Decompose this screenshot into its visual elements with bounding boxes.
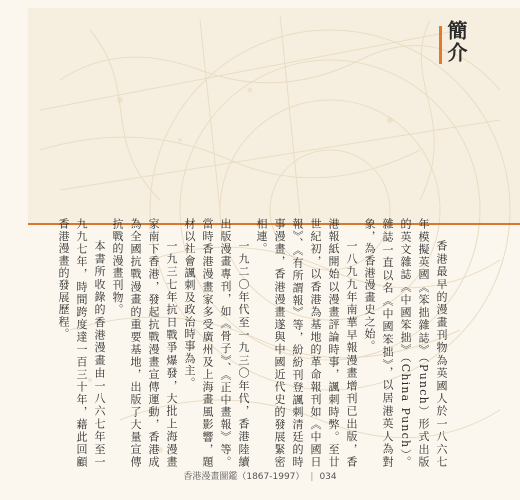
page-number: 034 [319,472,337,482]
footer-separator: | [310,472,314,482]
paragraph: 一八九九年南華早報漫畫增刊已出版，香港報紙開始以漫畫評論時事，諷刺時弊。至廿世紀初，以香港為基地的革命報刊如《中國日報》、《有所謂報》等，紛紛刊登諷刺清廷的時事漫畫，香港漫畫遂與中國近代史的發展緊密相連。 [255,218,358,468]
section-heading: 簡介 [444,20,468,64]
page-footer [0,469,520,482]
book-title: 香港漫畫圖鑑（1867-1997） [183,472,305,482]
body-text [57,218,450,468]
paragraph: 一九三七年抗日戰爭爆發，大批上海漫畫家南下香港，發起抗戰漫畫宣傳運動，香港成為全國抗戰漫畫的重要基地，出版了大量宣傳抗戰的漫畫刊物。 [111,218,178,468]
paragraph: 本書所收錄的香港漫畫由一八六七年至一九九七年，時間跨度達一百三十年，藉此回顧香港漫畫的發展歷程。 [57,218,106,468]
paragraph: 一九二〇年代至一九三〇年代，香港陸續出版漫畫專刊，如《骨子》、《正中畫報》等。當時香港漫畫家多受廣州及上海畫風影響，題材以社會諷刺及政治時事為主。 [183,218,250,468]
paragraph: 香港最早的漫畫刊物為英國人於一八六七年模擬英國《笨拙雜誌》（Punch）形式出版的英文雜誌《中國笨拙》（China Punch）。雜誌一直以名《中國笨拙》，以居港英人為對象，為香港漫畫史之始。 [363,218,448,468]
